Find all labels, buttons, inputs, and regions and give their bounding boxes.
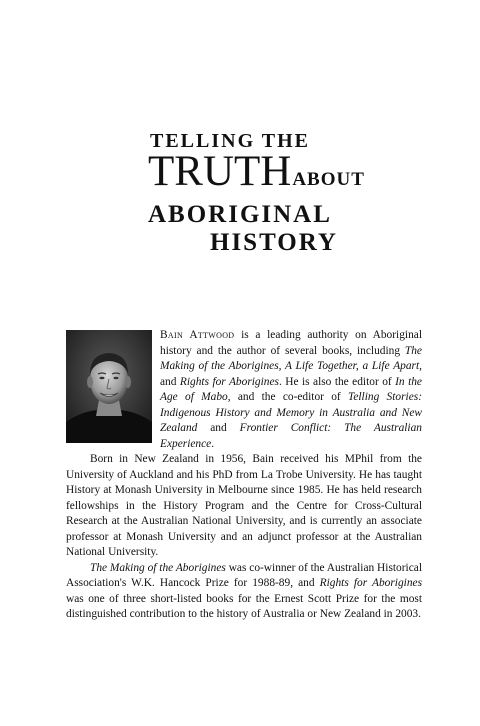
bio-text: and [197,422,240,434]
bio-text: was one of three short-listed books for the Ernest Scott Prize for the most distinguished contribution to the history of Australia or New Zealand in 2003. [66,592,422,620]
title-about: ABOUT [292,169,365,190]
book-title-italic: The Making of the Aborigines, A Life Together, a Life Apart, [160,344,422,372]
bio-text: . [211,437,215,450]
title-line-2 [148,148,368,201]
title-line-1: TELLING THE [150,130,311,152]
bio-text: and [160,375,180,388]
title-line-4: HISTORY [210,229,338,256]
book-title-italic: Telling Stories: Indigenous History and Memory in Australia and New Zealand [160,391,422,434]
bio-paragraph-3 [66,561,422,623]
bio-text: . He is also the editor of [278,375,396,388]
bio-text: is a leading authority on Aboriginal history and the author of several books, including [160,329,422,357]
book-title-italic: Rights for Aborigines [179,375,279,388]
author-biography [66,328,422,623]
bio-text: , and the co-editor of [227,391,349,403]
book-title-italic: Frontier Conflict: The Australian Experience [160,422,422,450]
book-title [148,130,368,257]
bio-paragraph-1 [66,328,422,452]
title-line-3: ABORIGINAL [148,201,332,228]
bio-paragraph-2: Born in New Zealand in 1956, Bain received his MPhil from the University of Auckland and his PhD from La Trobe University. He has taught History at Monash University in Melbourne since 1985. He has held research fellowships in the History Program and the Centre for Cross-Cultural Research at the Australian National University, and is currently an associate professor at Monash University and an adjunct professor at the Australian National University. [66,453,422,558]
title-truth: TRUTH [148,148,292,195]
bio-text: was co-winner of the Australian Historical Association's W.K. Hancock Prize for 1988-89, and [66,561,422,589]
book-title-italic: The Making of the Aborigines [90,561,226,574]
book-title-italic: Rights for Aborigines [319,577,422,589]
author-name: Bain Attwood [160,329,235,341]
book-title-italic: In the Age of Mabo [160,375,422,403]
